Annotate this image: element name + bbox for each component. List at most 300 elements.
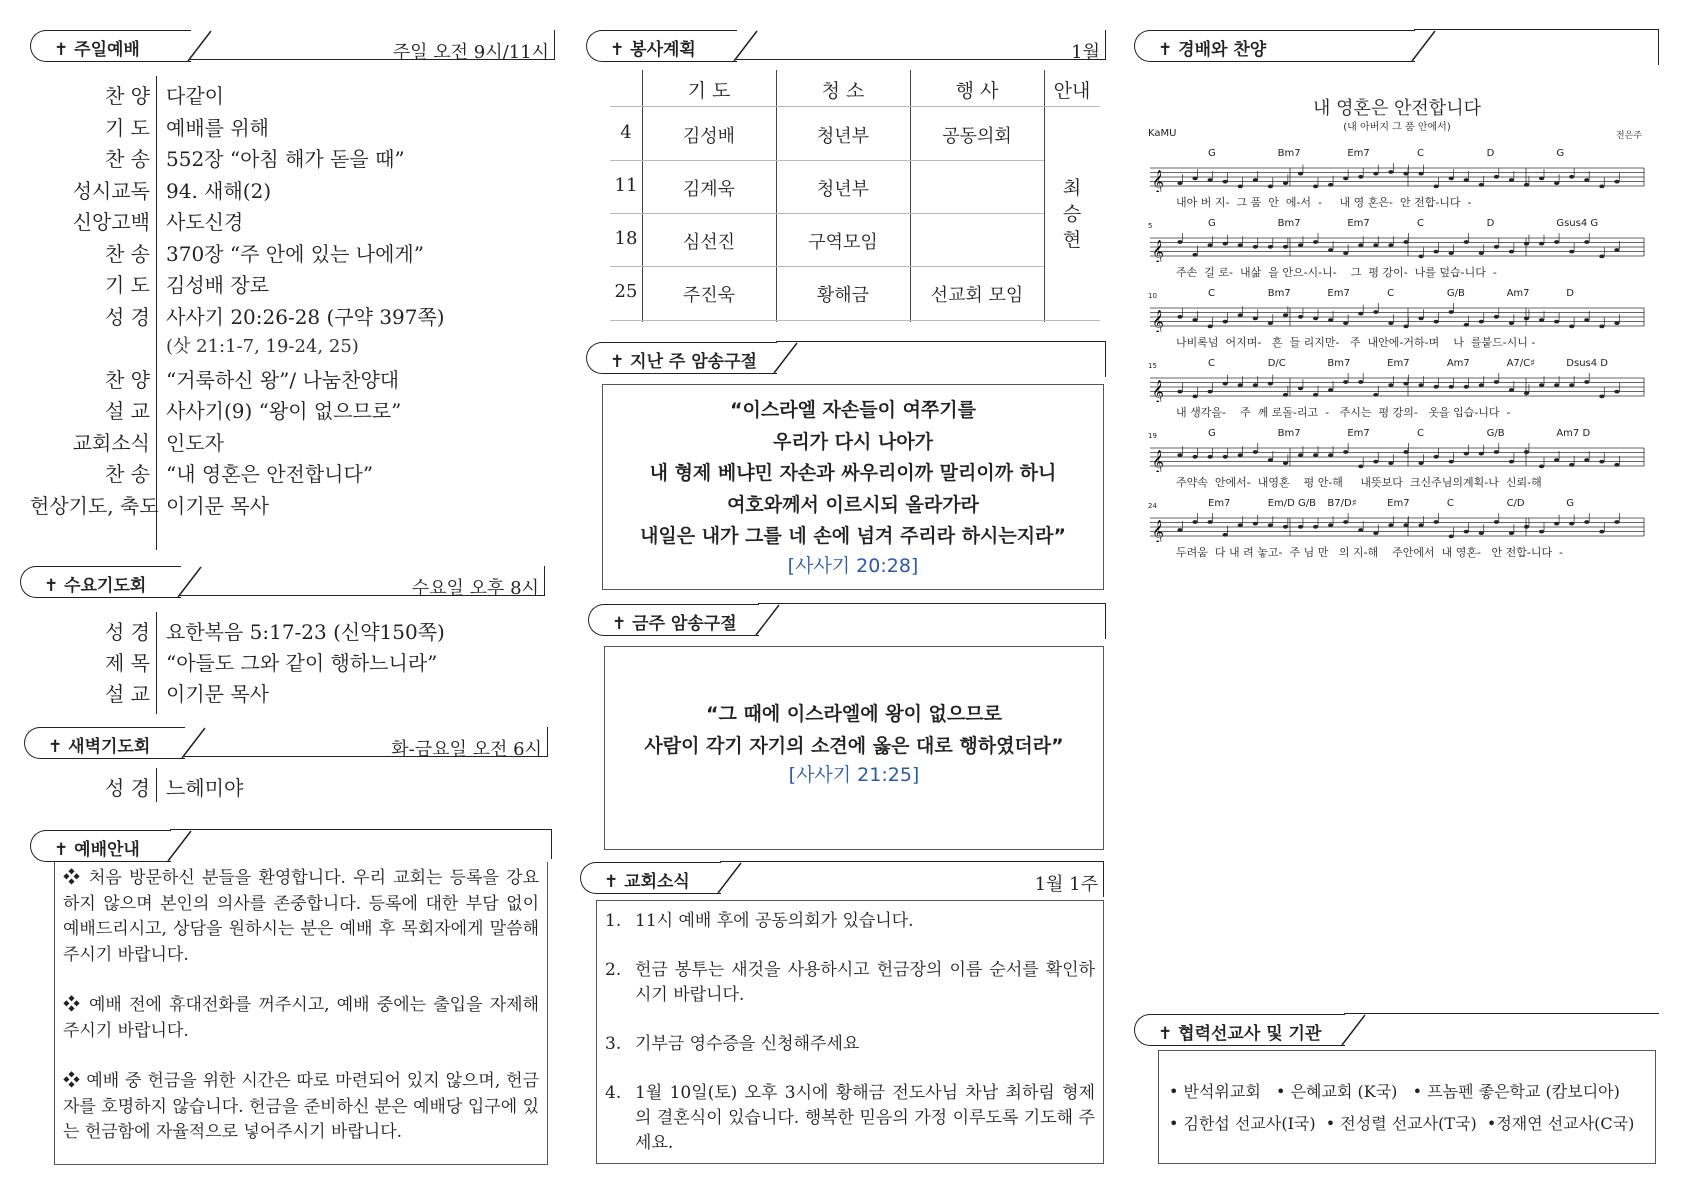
note-head	[1283, 181, 1288, 185]
note-head	[1509, 388, 1514, 392]
last-verse-title: ✝ 지난 주 암송구절	[610, 352, 757, 372]
note-head	[1479, 183, 1484, 187]
note-head	[1253, 245, 1258, 249]
sheet-music	[1148, 90, 1646, 590]
note-head	[1177, 390, 1182, 394]
song-title: 내 영혼은 안전합니다	[1313, 98, 1481, 119]
note-head	[1614, 520, 1619, 524]
note-head	[1223, 382, 1228, 386]
staff	[1148, 162, 1646, 192]
note-head	[1208, 178, 1213, 182]
chord-symbol: Em7	[1387, 498, 1410, 509]
note-head	[1373, 460, 1378, 464]
note-head	[1223, 455, 1228, 459]
order-value: 인도자	[166, 430, 224, 455]
note-head	[1569, 175, 1574, 179]
treble-clef-icon: 𝄞	[1152, 169, 1164, 192]
treble-clef-icon: 𝄞	[1152, 309, 1164, 332]
sunday-service-time: 주일 오전 9시/11시	[392, 42, 549, 63]
song-subtitle: (내 아버지 그 품 안에서)	[1343, 122, 1451, 133]
chord-symbol: D	[1566, 288, 1574, 299]
note-head	[1328, 318, 1333, 322]
music-system	[1148, 428, 1646, 490]
plan-day: 18	[614, 228, 638, 249]
note-head	[1509, 460, 1514, 464]
col-header-prayer: 기 도	[687, 80, 731, 102]
note-head	[1599, 185, 1604, 189]
order-label: 찬 송	[105, 241, 150, 266]
note-head	[1313, 393, 1318, 397]
order-value: 사사기 20:26-28 (구약 397쪽)	[166, 304, 445, 329]
note-head	[1464, 178, 1469, 182]
praise-title: ✝ 경배와 찬양	[1158, 40, 1267, 60]
note-head	[1464, 240, 1469, 244]
note-head	[1479, 452, 1484, 456]
note-head	[1283, 313, 1288, 317]
note-head	[1177, 528, 1182, 532]
note-head	[1223, 180, 1228, 184]
order-row	[30, 265, 550, 297]
note-head	[1479, 531, 1484, 535]
note-head	[1343, 321, 1348, 325]
order-value: 94. 새해(2)	[166, 178, 272, 203]
note-head	[1434, 320, 1439, 324]
chord-symbol: B7/D♯	[1327, 498, 1357, 509]
lyrics-line: 나비록넘 어지며- 흔 들 리지만- 주 내안에-거하-며 나 를붙드-시니 -	[1176, 336, 1536, 349]
order-label: 성 경	[105, 776, 150, 800]
note-head	[1464, 530, 1469, 534]
staff	[1148, 232, 1646, 262]
order-row	[30, 360, 550, 392]
order-row	[30, 234, 550, 266]
news-item-number: 4.	[605, 1083, 622, 1103]
this-verse-reference: [사사기 21:25]	[788, 764, 920, 786]
note-head	[1479, 320, 1484, 324]
plan-event: 선교회 모임	[930, 285, 1024, 306]
order-label: 설 교	[105, 682, 150, 706]
note-head	[1313, 317, 1318, 321]
chord-symbol: Dsus4 D	[1566, 358, 1608, 369]
chord-symbol: Em7	[1347, 428, 1370, 439]
note-head	[1192, 455, 1197, 459]
note-head	[1599, 395, 1604, 399]
order-label: 찬 양	[105, 84, 150, 108]
usher-char-2: 승	[1062, 203, 1082, 225]
chord-symbol: C	[1417, 148, 1424, 159]
note-head	[1208, 390, 1213, 394]
chord-symbol: Em7	[1387, 358, 1410, 369]
note-head	[1434, 520, 1439, 524]
worship-guide-box	[54, 862, 548, 1165]
order-value: “아들도 그와 같이 행하느니라”	[166, 651, 438, 675]
note-head	[1599, 460, 1604, 464]
news-item-text: 1월 10일(토) 오후 3시에 황해금 전도사님 차남 최하림 형제의 결혼식이 있습니다. 행복한 믿음의 가정 이루도록 기도해 주세요.	[635, 1083, 1095, 1153]
dawn-order	[30, 768, 550, 799]
note-head	[1238, 185, 1243, 189]
note-head	[1614, 180, 1619, 184]
note-head	[1494, 245, 1499, 249]
chord-symbol: G/B	[1486, 428, 1505, 439]
note-head	[1614, 463, 1619, 467]
chord-symbol: Em/D G/B	[1267, 498, 1316, 509]
chord-symbol: A7/C♯	[1506, 358, 1535, 369]
chord-symbol: Em7	[1327, 288, 1350, 299]
last-verse-line-5: 내일은 내가 그를 네 손에 넘겨 주리라 하시는지라”	[640, 525, 1066, 547]
note-head	[1418, 317, 1423, 321]
order-value: 김성배 장로	[166, 273, 269, 297]
wednesday-prayer-header	[20, 566, 545, 600]
order-value: 이기문 목사	[166, 493, 269, 518]
note-head	[1449, 460, 1454, 464]
note-head	[1268, 523, 1273, 527]
note-head	[1208, 243, 1213, 247]
treble-clef-icon: 𝄞	[1152, 519, 1164, 542]
note-head	[1313, 240, 1318, 244]
note-head	[1283, 245, 1288, 249]
chord-symbol: C	[1417, 218, 1424, 229]
staff	[1148, 442, 1646, 472]
note-head	[1403, 382, 1408, 386]
note-head	[1192, 177, 1197, 181]
note-head	[1584, 458, 1589, 462]
note-head	[1479, 383, 1484, 387]
note-head	[1298, 243, 1303, 247]
chord-symbol: Em7	[1347, 218, 1370, 229]
order-row	[30, 674, 550, 705]
note-head	[1328, 388, 1333, 392]
note-head	[1388, 170, 1393, 174]
note-head	[1223, 533, 1228, 537]
order-row	[30, 328, 550, 360]
last-verse-box	[602, 384, 1104, 590]
note-head	[1373, 531, 1378, 535]
note-head	[1539, 177, 1544, 181]
wednesday-prayer-title: ✝ 수요기도회	[44, 576, 147, 596]
chord-symbol: G	[1208, 428, 1216, 439]
note-head	[1328, 453, 1333, 457]
chord-symbol: Em7	[1347, 148, 1370, 159]
chord-symbol: D	[1486, 148, 1495, 159]
chord-symbol: Em7	[1208, 498, 1231, 509]
note-head	[1177, 315, 1182, 319]
partners-box	[1158, 1050, 1656, 1164]
note-head	[1343, 177, 1348, 181]
chord-symbol: C/D	[1506, 498, 1525, 509]
usher-name	[1044, 175, 1100, 253]
note-head	[1208, 455, 1213, 459]
order-row	[30, 391, 550, 423]
measure-number: 24	[1148, 502, 1157, 510]
note-head	[1569, 383, 1574, 387]
partners-line-1: • 반석위교회 • 은혜교회 (K국) • 프놈펜 좋은학교 (캄보디아)	[1169, 1082, 1620, 1101]
plan-cleaning: 청년부	[816, 126, 870, 147]
note-head	[1554, 458, 1559, 462]
last-verse-line-3: 내 형제 베냐민 자손과 싸우리이까 말리이까 하니	[649, 462, 1057, 484]
church-news-header	[580, 862, 1104, 896]
plan-cleaning: 황해금	[816, 285, 870, 306]
note-head	[1208, 325, 1213, 329]
note-head	[1223, 320, 1228, 324]
note-head	[1313, 525, 1318, 529]
note-head	[1358, 380, 1363, 384]
note-head	[1418, 383, 1423, 387]
note-head	[1569, 250, 1574, 254]
chord-symbol: D	[1486, 218, 1495, 229]
order-value: 552장 “아침 해가 돋을 때”	[166, 147, 405, 171]
order-label: 찬 송	[105, 462, 150, 486]
order-row	[30, 202, 550, 234]
note-head	[1418, 172, 1423, 176]
note-head	[1268, 245, 1273, 249]
plan-day: 4	[620, 122, 632, 143]
note-head	[1192, 253, 1197, 257]
note-head	[1614, 248, 1619, 252]
note-head	[1298, 525, 1303, 529]
note-head	[1328, 248, 1333, 252]
col-header-usher: 안내	[1053, 80, 1091, 102]
church-news-week: 1월 1주	[1034, 874, 1098, 895]
note-head	[1192, 520, 1197, 524]
lyrics-line: 주약속 안에서- 내영혼 평 안-해 내뜻보다 크신주님의계획-나 신뢰-해	[1176, 476, 1542, 489]
chord-symbol: G	[1556, 148, 1565, 159]
note-head	[1358, 528, 1363, 532]
note-head	[1253, 178, 1258, 182]
note-head	[1343, 450, 1348, 454]
note-head	[1328, 183, 1333, 187]
plan-prayer: 주진욱	[682, 285, 736, 306]
chord-symbol: Bm7	[1277, 428, 1301, 439]
note-head	[1298, 453, 1303, 457]
note-head	[1539, 530, 1544, 534]
note-head	[1584, 178, 1589, 182]
note-head	[1584, 240, 1589, 244]
last-verse-line-2: 우리가 다시 나아가	[772, 430, 934, 453]
note-head	[1449, 310, 1454, 314]
note-head	[1403, 325, 1408, 329]
music-system	[1148, 288, 1646, 350]
treble-clef-icon: 𝄞	[1152, 449, 1164, 472]
note-head	[1554, 522, 1559, 526]
measure-number: 5	[1148, 222, 1153, 230]
usher-char-3: 현	[1062, 229, 1082, 251]
last-verse-line-4: 여호와께서 이르시되 올라가라	[727, 493, 979, 516]
plan-prayer: 김성배	[682, 126, 736, 147]
note-head	[1388, 461, 1393, 465]
note-head	[1418, 523, 1423, 527]
note-head	[1494, 450, 1499, 454]
order-label: 제 목	[105, 651, 150, 675]
note-head	[1524, 183, 1529, 187]
plan-prayer: 심선진	[682, 232, 736, 253]
plan-prayer: 김계욱	[682, 179, 736, 200]
note-head	[1238, 453, 1243, 457]
note-head	[1464, 452, 1469, 456]
this-verse-line-2: 사람이 각기 자기의 소견에 옳은 대로 행하였더라”	[644, 734, 1064, 757]
chord-symbol: G/B	[1446, 288, 1465, 299]
note-head	[1403, 172, 1408, 176]
note-head	[1614, 321, 1619, 325]
order-value: (삿 21:1-7, 19-24, 25)	[166, 336, 359, 357]
note-head	[1238, 383, 1243, 387]
chord-symbol: Gsus4 G	[1556, 218, 1599, 229]
note-head	[1238, 313, 1243, 317]
order-value: 느헤미야	[166, 776, 244, 800]
order-label: 헌상기도, 축도	[30, 493, 159, 518]
note-head	[1509, 250, 1514, 254]
note-head	[1494, 175, 1499, 179]
news-item-text: 11시 예배 후에 공동의회가 있습니다.	[635, 911, 914, 931]
note-head	[1283, 525, 1288, 529]
chord-symbol: C	[1387, 288, 1395, 299]
chord-symbol: C	[1208, 358, 1215, 369]
order-value: 370장 “주 안에 있는 나에게”	[166, 241, 424, 266]
wednesday-order	[30, 612, 550, 705]
worship-guide-title: ✝ 예배안내	[54, 840, 140, 860]
note-head	[1449, 177, 1454, 181]
note-head	[1494, 520, 1499, 524]
note-head	[1524, 391, 1529, 395]
note-head	[1253, 450, 1258, 454]
chord-symbol: C	[1208, 288, 1215, 299]
chord-symbol: C	[1446, 498, 1454, 509]
note-head	[1253, 317, 1258, 321]
last-verse-reference: [사사기 20:28]	[787, 554, 919, 577]
note-head	[1373, 172, 1378, 176]
order-row	[30, 643, 550, 674]
news-item	[605, 958, 1095, 1008]
order-value: 요한복음 5:17-23 (신약150쪽)	[166, 620, 445, 644]
chord-symbol: Am7	[1446, 358, 1470, 369]
order-label: 찬 양	[105, 367, 150, 392]
order-row	[30, 297, 550, 329]
note-head	[1223, 242, 1228, 246]
note-head	[1268, 321, 1273, 325]
order-value: 사사기(9) “왕이 없으므로”	[166, 399, 402, 423]
order-label: 기 도	[105, 273, 150, 297]
note-head	[1418, 255, 1423, 259]
note-head	[1403, 523, 1408, 527]
news-item	[605, 1081, 1095, 1156]
news-item-number: 2.	[605, 960, 622, 980]
note-head	[1238, 523, 1243, 527]
church-news-title: ✝ 교회소식	[604, 872, 690, 892]
note-head	[1434, 455, 1439, 459]
note-head	[1554, 320, 1559, 324]
note-head	[1283, 393, 1288, 397]
note-head	[1343, 251, 1348, 255]
note-head	[1539, 318, 1544, 322]
note-head	[1388, 243, 1393, 247]
note-head	[1358, 175, 1363, 179]
lyrics-line: 내 생각을- 주 께 로돌-리고 - 주시는 평 강의- 옷을 입습-니다 -	[1176, 406, 1511, 419]
note-head	[1253, 522, 1258, 526]
chord-symbol: Am7 D	[1556, 428, 1591, 439]
note-head	[1569, 325, 1574, 329]
guide-paragraph-1: ❖ 처음 방문하신 분들을 환영합니다. 우리 교회는 등록을 강요하지 않으며 본인의 의사를 존중합니다. 등록에 대한 부담 없이 예배드리시고, 상담을 원하시는 분은 예배 후 목회자에게 말씀해 주시기 바랍니다.	[63, 868, 539, 965]
this-verse-title: ✝ 금주 암송구절	[612, 614, 737, 634]
note-head	[1313, 185, 1318, 189]
order-row	[30, 486, 550, 518]
order-value: 다같이	[166, 84, 224, 108]
order-label: 찬 송	[105, 147, 150, 171]
partners-title: ✝ 협력선교사 및 기관	[1158, 1024, 1322, 1044]
note-head	[1599, 530, 1604, 534]
order-value: 이기문 목사	[166, 682, 269, 706]
order-value: “거룩하신 왕”/ 나눔찬양대	[166, 367, 400, 392]
partners-header	[1134, 1014, 1659, 1048]
note-head	[1388, 383, 1393, 387]
measure-number: 10	[1148, 292, 1157, 300]
order-value: 예배를 위해	[166, 115, 269, 140]
lyrics-line: 주손 길 로- 내삶 을 안으-시-니- 그 평 강이- 나를 덮습-니다 -	[1176, 266, 1497, 279]
col-header-cleaning: 청 소	[821, 80, 865, 102]
note-head	[1449, 251, 1454, 255]
music-system	[1148, 498, 1646, 560]
note-head	[1343, 380, 1348, 384]
note-head	[1449, 535, 1454, 539]
note-head	[1373, 310, 1378, 314]
sunday-service-header	[30, 30, 555, 64]
note-head	[1569, 522, 1574, 526]
note-head	[1313, 453, 1318, 457]
note-head	[1599, 255, 1604, 259]
chord-symbol: G	[1208, 218, 1216, 229]
note-head	[1569, 463, 1574, 467]
news-item-text: 헌금 봉투는 새것을 사용하시고 헌금장의 이름 순서를 확인하시기 바랍니다.	[635, 960, 1095, 1005]
note-head	[1403, 240, 1408, 244]
note-head	[1253, 383, 1258, 387]
order-label: 기 도	[105, 115, 150, 140]
music-system	[1148, 218, 1646, 280]
note-head	[1434, 385, 1439, 389]
note-head	[1464, 385, 1469, 389]
note-head	[1177, 181, 1182, 185]
note-head	[1614, 390, 1619, 394]
measure-number: 15	[1148, 362, 1157, 370]
guide-paragraph-3: ❖ 예배 중 헌금을 위한 시간은 따로 마련되어 있지 않으며, 헌금자를 호명하지 않습니다. 헌금을 준비하신 분은 예배당 입구에 있는 헌금함에 자율적으로 넣어주시기 바랍니다.	[63, 1071, 539, 1142]
dawn-prayer-header	[24, 727, 548, 761]
note-head	[1464, 323, 1469, 327]
note-head	[1268, 382, 1273, 386]
note-head	[1388, 321, 1393, 325]
chord-symbol: Bm7	[1327, 358, 1351, 369]
order-label: 교회소식	[72, 430, 150, 455]
last-verse-header	[586, 342, 1106, 376]
music-system	[1148, 148, 1646, 210]
note-head	[1509, 531, 1514, 535]
news-item-text: 기부금 영수증을 신청해주세요	[635, 1034, 860, 1054]
note-head	[1524, 317, 1529, 321]
news-item-number: 1.	[605, 911, 622, 931]
order-value: “내 영혼은 안전합니다”	[166, 462, 374, 486]
news-item	[605, 909, 1095, 934]
service-plan-header	[586, 30, 1106, 64]
chord-symbol: C	[1417, 428, 1424, 439]
note-head	[1599, 325, 1604, 329]
chord-symbol: Bm7	[1277, 218, 1301, 229]
music-system	[1148, 358, 1646, 420]
note-head	[1584, 520, 1589, 524]
chord-symbol: Am7	[1506, 288, 1530, 299]
note-head	[1449, 385, 1454, 389]
note-head	[1584, 380, 1589, 384]
sunday-service-title: ✝ 주일예배	[54, 40, 140, 60]
last-verse-line-1: “이스라엘 자손들이 여쭈기를	[730, 399, 976, 421]
staff	[1148, 302, 1646, 332]
order-value: 사도신경	[166, 210, 244, 234]
note-head	[1298, 172, 1303, 176]
order-label: 성 경	[105, 304, 150, 329]
